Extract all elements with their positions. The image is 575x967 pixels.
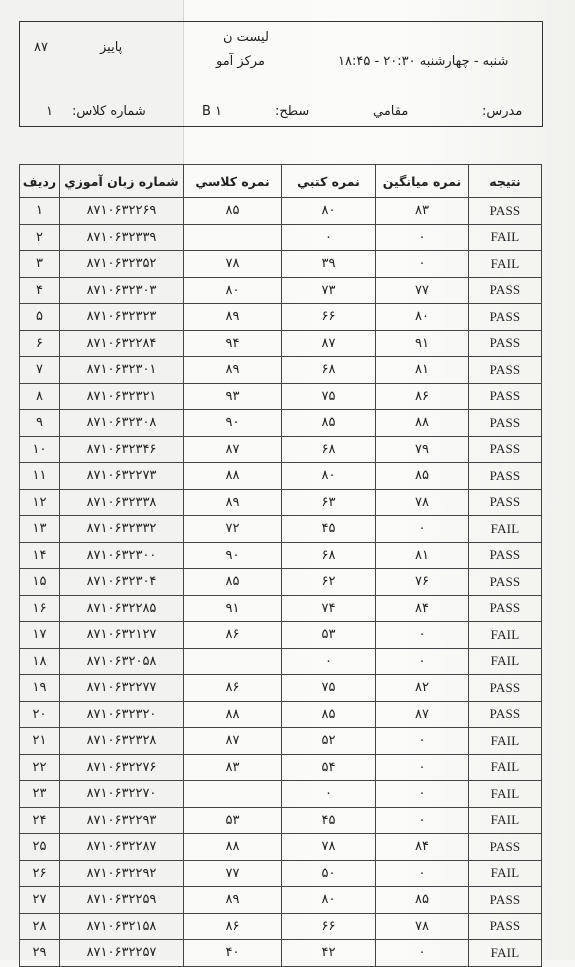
average-score-cell: ۰ [376, 781, 469, 808]
average-score-cell: ۷۸ [376, 489, 469, 516]
result-cell: FAIL [469, 781, 542, 808]
result-cell: FAIL [469, 754, 542, 781]
year-code: ۸۷ [34, 40, 48, 55]
table-row [20, 728, 542, 755]
student-id-cell: ۸۷۱۰۶۳۲۳۲۳ [60, 304, 184, 331]
table-row [20, 542, 542, 569]
student-id-cell: ۸۷۱۰۶۳۲۲۵۹ [60, 887, 184, 914]
row-number-cell: ۱۹ [20, 675, 60, 702]
row-number-cell: ۲۳ [20, 781, 60, 808]
class-score-cell: ۴۰ [184, 940, 282, 967]
average-score-cell: ۰ [376, 516, 469, 543]
student-id-cell: ۸۷۱۰۶۳۲۲۷۰ [60, 781, 184, 808]
table-row [20, 383, 542, 410]
row-number-cell: ۲۷ [20, 887, 60, 914]
class-score-cell: ۸۹ [184, 304, 282, 331]
student-id-cell: ۸۷۱۰۶۳۲۳۰۸ [60, 410, 184, 437]
class-score-cell: ۸۷ [184, 728, 282, 755]
written-score-cell: ۰ [282, 781, 376, 808]
written-score-cell: ۵۴ [282, 754, 376, 781]
row-number-cell: ۲ [20, 224, 60, 251]
student-id-cell: ۸۷۱۰۶۳۲۰۵۸ [60, 648, 184, 675]
row-number-cell: ۶ [20, 330, 60, 357]
class-score-cell [184, 224, 282, 251]
average-score-cell: ۸۵ [376, 887, 469, 914]
class-score-cell: ۸۶ [184, 675, 282, 702]
row-number-cell: ۱۱ [20, 463, 60, 490]
class-score-cell: ۸۹ [184, 887, 282, 914]
written-score-cell: ۶۸ [282, 542, 376, 569]
col-header-result: نتيجه [469, 165, 542, 198]
header-box [19, 21, 543, 127]
average-score-cell: ۸۲ [376, 675, 469, 702]
row-number-cell: ۲۴ [20, 807, 60, 834]
average-score-cell: ۰ [376, 648, 469, 675]
class-score-cell: ۹۰ [184, 410, 282, 437]
written-score-cell: ۴۵ [282, 807, 376, 834]
row-number-cell: ۱۷ [20, 622, 60, 649]
class-score-cell: ۵۳ [184, 807, 282, 834]
class-score-cell: ۸۶ [184, 622, 282, 649]
average-score-cell: ۸۶ [376, 383, 469, 410]
list-title: لیست ن [223, 30, 269, 45]
table-row [20, 940, 542, 967]
written-score-cell: ۷۵ [282, 383, 376, 410]
table-row [20, 224, 542, 251]
written-score-cell: ۶۸ [282, 436, 376, 463]
result-cell: FAIL [469, 516, 542, 543]
written-score-cell: ۷۸ [282, 834, 376, 861]
col-header-written-score: نمره كتبي [282, 165, 376, 198]
student-id-cell: ۸۷۱۰۶۳۲۲۵۷ [60, 940, 184, 967]
result-cell: PASS [469, 489, 542, 516]
result-cell: FAIL [469, 807, 542, 834]
written-score-cell: ۶۶ [282, 304, 376, 331]
table-row [20, 595, 542, 622]
result-cell: PASS [469, 304, 542, 331]
result-cell: PASS [469, 383, 542, 410]
average-score-cell: ۸۱ [376, 357, 469, 384]
row-number-cell: ۲۱ [20, 728, 60, 755]
average-score-cell: ۹۱ [376, 330, 469, 357]
average-score-cell: ۰ [376, 224, 469, 251]
written-score-cell: ۵۰ [282, 860, 376, 887]
center-name: مرکز آمو [216, 54, 265, 69]
student-id-cell: ۸۷۱۰۶۳۲۱۵۸ [60, 913, 184, 940]
table-row [20, 834, 542, 861]
teacher-label: مدرس: [482, 104, 523, 119]
col-header-row-no: رديف [20, 165, 60, 198]
table-row [20, 516, 542, 543]
grades-table [19, 164, 542, 967]
written-score-cell: ۰ [282, 648, 376, 675]
table-row [20, 489, 542, 516]
written-score-cell: ۰ [282, 224, 376, 251]
class-score-cell: ۸۸ [184, 701, 282, 728]
row-number-cell: ۲۹ [20, 940, 60, 967]
average-score-cell: ۰ [376, 728, 469, 755]
row-number-cell: ۱۰ [20, 436, 60, 463]
result-cell: FAIL [469, 224, 542, 251]
table-row [20, 463, 542, 490]
result-cell: FAIL [469, 860, 542, 887]
student-id-cell: ۸۷۱۰۶۳۲۲۷۳ [60, 463, 184, 490]
result-cell: PASS [469, 198, 542, 225]
class-score-cell: ۸۶ [184, 913, 282, 940]
written-score-cell: ۶۶ [282, 913, 376, 940]
row-number-cell: ۷ [20, 357, 60, 384]
class-score-cell: ۷۸ [184, 251, 282, 278]
result-cell: PASS [469, 913, 542, 940]
student-id-cell: ۸۷۱۰۶۳۲۳۴۶ [60, 436, 184, 463]
student-id-cell: ۸۷۱۰۶۳۲۳۰۴ [60, 569, 184, 596]
row-number-cell: ۸ [20, 383, 60, 410]
average-score-cell: ۸۴ [376, 834, 469, 861]
row-number-cell: ۲۵ [20, 834, 60, 861]
class-score-cell [184, 648, 282, 675]
row-number-cell: ۲۰ [20, 701, 60, 728]
student-id-cell: ۸۷۱۰۶۳۲۲۷۶ [60, 754, 184, 781]
table-row [20, 675, 542, 702]
written-score-cell: ۶۸ [282, 357, 376, 384]
student-id-cell: ۸۷۱۰۶۳۲۲۸۷ [60, 834, 184, 861]
class-score-cell: ۸۵ [184, 569, 282, 596]
table-row [20, 807, 542, 834]
written-score-cell: ۸۰ [282, 198, 376, 225]
col-header-student-id: شماره زبان آموزي [60, 165, 184, 198]
row-number-cell: ۱۸ [20, 648, 60, 675]
table-row [20, 330, 542, 357]
class-score-cell: ۸۸ [184, 834, 282, 861]
result-cell: PASS [469, 542, 542, 569]
row-number-cell: ۲۶ [20, 860, 60, 887]
row-number-cell: ۲۲ [20, 754, 60, 781]
written-score-cell: ۸۵ [282, 410, 376, 437]
result-cell: FAIL [469, 622, 542, 649]
result-cell: PASS [469, 463, 542, 490]
level-label: سطح: [275, 104, 310, 119]
result-cell: PASS [469, 701, 542, 728]
class-score-cell: ۹۰ [184, 542, 282, 569]
average-score-cell: ۰ [376, 251, 469, 278]
average-score-cell: ۸۷ [376, 701, 469, 728]
written-score-cell: ۷۳ [282, 277, 376, 304]
table-row [20, 887, 542, 914]
table-row [20, 304, 542, 331]
level-value: مقامي [373, 104, 409, 119]
row-number-cell: ۲۸ [20, 913, 60, 940]
average-score-cell: ۰ [376, 807, 469, 834]
result-cell: PASS [469, 675, 542, 702]
student-id-cell: ۸۷۱۰۶۳۲۳۰۱ [60, 357, 184, 384]
row-number-cell: ۱۴ [20, 542, 60, 569]
average-score-cell: ۸۴ [376, 595, 469, 622]
table-row [20, 622, 542, 649]
table-row [20, 754, 542, 781]
table-row [20, 251, 542, 278]
written-score-cell: ۴۲ [282, 940, 376, 967]
student-id-cell: ۸۷۱۰۶۳۲۳۰۰ [60, 542, 184, 569]
student-id-cell: ۸۷۱۰۶۳۲۲۹۲ [60, 860, 184, 887]
table-row [20, 701, 542, 728]
row-number-cell: ۱ [20, 198, 60, 225]
result-cell: PASS [469, 887, 542, 914]
class-number-value: ۱ [46, 104, 53, 119]
written-score-cell: ۸۷ [282, 330, 376, 357]
student-id-cell: ۸۷۱۰۶۳۲۳۵۲ [60, 251, 184, 278]
student-id-cell: ۸۷۱۰۶۳۲۲۸۴ [60, 330, 184, 357]
written-score-cell: ۷۴ [282, 595, 376, 622]
row-number-cell: ۹ [20, 410, 60, 437]
average-score-cell: ۸۱ [376, 542, 469, 569]
table-row [20, 913, 542, 940]
written-score-cell: ۷۵ [282, 675, 376, 702]
written-score-cell: ۳۹ [282, 251, 376, 278]
written-score-cell: ۴۵ [282, 516, 376, 543]
average-score-cell: ۸۸ [376, 410, 469, 437]
written-score-cell: ۵۳ [282, 622, 376, 649]
student-id-cell: ۸۷۱۰۶۳۲۳۲۸ [60, 728, 184, 755]
class-code: B ۱ [202, 104, 223, 119]
class-score-cell: ۷۷ [184, 860, 282, 887]
student-id-cell: ۸۷۱۰۶۳۲۲۸۵ [60, 595, 184, 622]
class-score-cell [184, 781, 282, 808]
class-score-cell: ۸۹ [184, 357, 282, 384]
class-score-cell: ۹۱ [184, 595, 282, 622]
average-score-cell: ۷۹ [376, 436, 469, 463]
student-id-cell: ۸۷۱۰۶۳۲۳۰۳ [60, 277, 184, 304]
result-cell: FAIL [469, 940, 542, 967]
result-cell: PASS [469, 277, 542, 304]
result-cell: PASS [469, 569, 542, 596]
class-schedule: شنبه - چهارشنبه ۲۰:۳۰ - ۱۸:۴۵ [338, 54, 509, 69]
class-score-cell: ۸۰ [184, 277, 282, 304]
class-score-cell: ۹۳ [184, 383, 282, 410]
student-id-cell: ۸۷۱۰۶۳۲۳۲۰ [60, 701, 184, 728]
result-cell: FAIL [469, 251, 542, 278]
table-body [20, 198, 542, 967]
written-score-cell: ۸۰ [282, 887, 376, 914]
student-id-cell: ۸۷۱۰۶۳۲۳۲۱ [60, 383, 184, 410]
student-id-cell: ۸۷۱۰۶۳۲۳۳۲ [60, 516, 184, 543]
table-row [20, 436, 542, 463]
result-cell: PASS [469, 357, 542, 384]
col-header-average: نمره ميانگين [376, 165, 469, 198]
result-cell: PASS [469, 410, 542, 437]
student-id-cell: ۸۷۱۰۶۳۲۳۳۸ [60, 489, 184, 516]
written-score-cell: ۶۲ [282, 569, 376, 596]
average-score-cell: ۰ [376, 754, 469, 781]
col-header-class-score: نمره كلاسي [184, 165, 282, 198]
student-id-cell: ۸۷۱۰۶۳۲۳۳۹ [60, 224, 184, 251]
row-number-cell: ۱۵ [20, 569, 60, 596]
class-score-cell: ۸۷ [184, 436, 282, 463]
average-score-cell: ۰ [376, 940, 469, 967]
average-score-cell: ۸۳ [376, 198, 469, 225]
row-number-cell: ۱۲ [20, 489, 60, 516]
result-cell: PASS [469, 330, 542, 357]
table-row [20, 648, 542, 675]
table-row [20, 781, 542, 808]
table-row [20, 860, 542, 887]
average-score-cell: ۸۰ [376, 304, 469, 331]
row-number-cell: ۱۶ [20, 595, 60, 622]
class-score-cell: ۹۴ [184, 330, 282, 357]
row-number-cell: ۱۳ [20, 516, 60, 543]
table-row [20, 569, 542, 596]
average-score-cell: ۸۵ [376, 463, 469, 490]
student-id-cell: ۸۷۱۰۶۳۲۱۲۷ [60, 622, 184, 649]
row-number-cell: ۵ [20, 304, 60, 331]
written-score-cell: ۵۲ [282, 728, 376, 755]
row-number-cell: ۴ [20, 277, 60, 304]
average-score-cell: ۷۶ [376, 569, 469, 596]
written-score-cell: ۶۳ [282, 489, 376, 516]
table-row [20, 277, 542, 304]
result-cell: FAIL [469, 648, 542, 675]
student-id-cell: ۸۷۱۰۶۳۲۲۹۳ [60, 807, 184, 834]
table-header-row [20, 165, 542, 198]
written-score-cell: ۸۰ [282, 463, 376, 490]
class-score-cell: ۸۳ [184, 754, 282, 781]
class-score-cell: ۷۲ [184, 516, 282, 543]
written-score-cell: ۸۵ [282, 701, 376, 728]
class-score-cell: ۸۹ [184, 489, 282, 516]
result-cell: PASS [469, 436, 542, 463]
table-row [20, 198, 542, 225]
class-number-label: شماره كلاس: [72, 104, 146, 119]
average-score-cell: ۰ [376, 622, 469, 649]
result-cell: PASS [469, 834, 542, 861]
result-cell: PASS [469, 595, 542, 622]
class-score-cell: ۸۵ [184, 198, 282, 225]
season-label: پاییز [100, 40, 123, 55]
result-cell: FAIL [469, 728, 542, 755]
average-score-cell: ۷۸ [376, 913, 469, 940]
row-number-cell: ۳ [20, 251, 60, 278]
average-score-cell: ۰ [376, 860, 469, 887]
class-score-cell: ۸۸ [184, 463, 282, 490]
table-row [20, 357, 542, 384]
average-score-cell: ۷۷ [376, 277, 469, 304]
student-id-cell: ۸۷۱۰۶۳۲۲۷۷ [60, 675, 184, 702]
student-id-cell: ۸۷۱۰۶۳۲۲۶۹ [60, 198, 184, 225]
table-row [20, 410, 542, 437]
